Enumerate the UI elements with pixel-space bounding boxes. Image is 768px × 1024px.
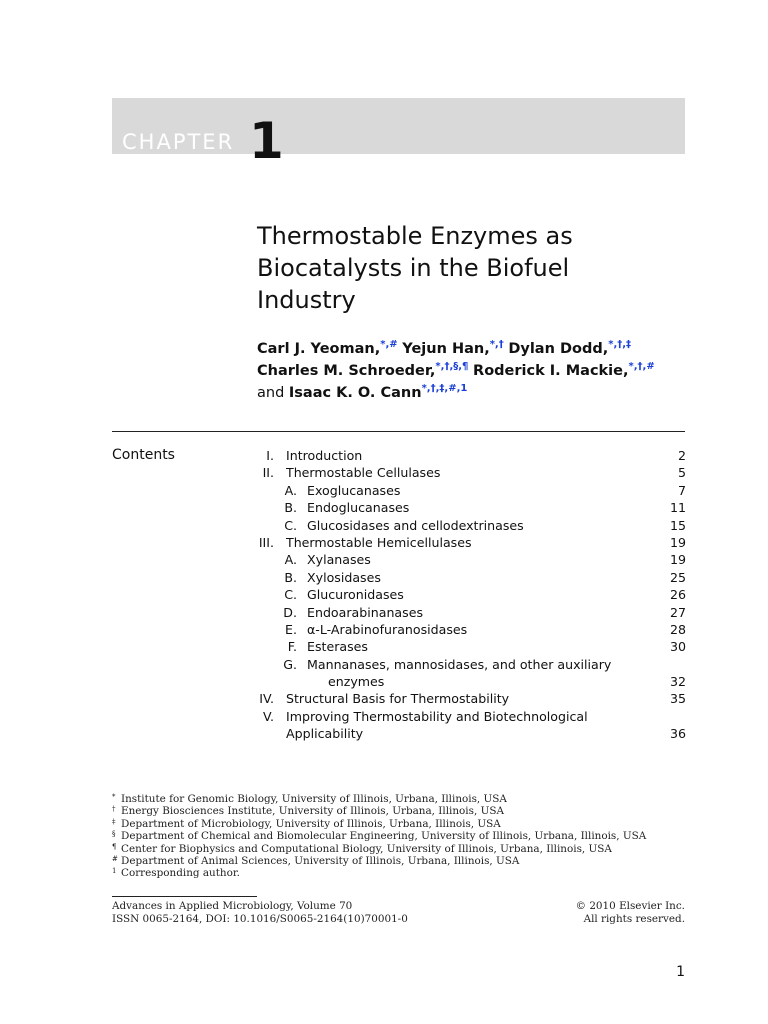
toc-entry[interactable] xyxy=(255,464,686,481)
toc-section-number: IV. xyxy=(259,691,274,707)
toc-subsection-letter: B. xyxy=(284,500,297,516)
chapter-number: 1 xyxy=(249,112,284,170)
toc-entry[interactable] xyxy=(255,482,686,499)
publication-info xyxy=(112,900,408,926)
author-affiliation-marks[interactable]: *,†,§,¶ xyxy=(435,361,469,372)
footnote: * Institute for Genomic Biology, University of Illinois, Urbana, Illinois, USA xyxy=(112,793,507,805)
chapter-label: CHAPTER xyxy=(122,130,235,154)
toc-entry[interactable] xyxy=(255,447,686,464)
toc-section-title: Improving Thermostability and Biotechnological xyxy=(286,708,588,724)
toc-subsection-title: Glucosidases and cellodextrinases xyxy=(307,517,524,533)
toc-page-number: 26 xyxy=(669,587,686,603)
toc-subsection-letter: D. xyxy=(283,604,297,620)
toc-subsection-title: Xylosidases xyxy=(307,569,381,585)
author-line xyxy=(257,338,697,360)
toc-entry[interactable] xyxy=(255,621,686,638)
toc-section-number: III. xyxy=(258,534,274,550)
footnote-text: Energy Biosciences Institute, University of Illinois, Urbana, Illinois, USA xyxy=(121,805,504,818)
series-volume: Advances in Applied Microbiology, Volume 70 xyxy=(112,900,353,912)
toc-subsection-letter: B. xyxy=(284,569,297,585)
toc-page-number: 11 xyxy=(669,500,686,516)
toc-entry[interactable] xyxy=(255,604,686,621)
copyright-info xyxy=(576,900,685,926)
toc-entry[interactable] xyxy=(255,656,686,673)
issn-doi[interactable]: ISSN 0065-2164, DOI: 10.1016/S0065-2164(10)70001-0 xyxy=(112,913,408,925)
toc-section-number: II. xyxy=(262,465,274,481)
author-affiliation-marks[interactable]: *,† xyxy=(489,339,504,350)
footnote-text: Department of Animal Sciences, University of Illinois, Urbana, Illinois, USA xyxy=(121,854,520,867)
copyright-line: © 2010 Elsevier Inc. xyxy=(575,900,685,912)
toc-page-number: 27 xyxy=(669,604,686,620)
toc-section-title: Introduction xyxy=(286,448,363,463)
affiliation-footnotes xyxy=(112,793,692,880)
toc-page-number: 36 xyxy=(669,726,686,742)
toc-section-number: V. xyxy=(263,708,274,724)
toc-subsection-letter: A. xyxy=(284,482,297,498)
footnote-text: Department of Chemical and Biomolecular Engineering, University of Illinois, Urbana, Illinois, USA xyxy=(121,830,647,843)
toc-entry[interactable] xyxy=(255,517,686,534)
rights-line: All rights reserved. xyxy=(583,913,685,925)
toc-page-number: 35 xyxy=(669,691,686,707)
footnote: 1 Corresponding author. xyxy=(112,867,240,880)
section-divider xyxy=(112,431,685,432)
footnote-text: Institute for Genomic Biology, University of Illinois, Urbana, Illinois, USA xyxy=(121,793,507,805)
footnote-divider xyxy=(112,896,257,897)
toc-subsection-letter: C. xyxy=(284,517,297,533)
toc-page-number: 2 xyxy=(677,448,686,463)
toc-entry-continuation[interactable] xyxy=(255,673,686,690)
toc-section-title: Applicability xyxy=(286,726,364,742)
toc-section-title: Structural Basis for Thermostability xyxy=(286,691,510,707)
contents-heading: Contents xyxy=(112,447,175,463)
toc-subsection-letter: C. xyxy=(284,587,297,603)
toc-subsection-title: Exoglucanases xyxy=(307,482,401,498)
toc-subsection-title: α-L-Arabinofuranosidases xyxy=(307,621,468,637)
toc-page-number: 28 xyxy=(669,621,686,637)
author-name: Roderick I. Mackie, xyxy=(473,363,629,379)
toc-section-number: I. xyxy=(266,448,274,463)
toc-page-number: 7 xyxy=(677,482,686,498)
toc-subsection-title: Xylanases xyxy=(307,552,371,568)
footnote: ¶ Center for Biophysics and Computational Biology, University of Illinois, Urbana, Illinois, USA xyxy=(112,842,612,855)
toc-subsection-letter: A. xyxy=(284,552,297,568)
toc-subsection-title: Glucuronidases xyxy=(307,587,404,603)
footnote: † Energy Biosciences Institute, University of Illinois, Urbana, Illinois, USA xyxy=(112,805,504,818)
footnote: ‡ Department of Microbiology, University of Illinois, Urbana, Illinois, USA xyxy=(112,817,501,830)
toc-page-number: 25 xyxy=(669,569,686,585)
toc-page-number: 19 xyxy=(669,534,686,550)
author-list xyxy=(257,338,697,404)
author-affiliation-marks[interactable]: *,# xyxy=(380,339,398,350)
author-line xyxy=(257,382,697,404)
table-of-contents xyxy=(255,447,686,743)
toc-entry[interactable] xyxy=(255,708,686,725)
toc-section-title: Thermostable Hemicellulases xyxy=(286,534,472,550)
toc-page-number: 19 xyxy=(669,552,686,568)
toc-subsection-letter: E. xyxy=(285,621,297,637)
toc-entry[interactable] xyxy=(255,534,686,551)
title-line: Industry xyxy=(257,286,356,314)
author-name: Isaac K. O. Cann xyxy=(288,385,422,401)
toc-subsection-title: Mannanases, mannosidases, and other auxiliary xyxy=(307,656,612,672)
title-line: Thermostable Enzymes as xyxy=(257,222,573,250)
toc-entry-continuation[interactable] xyxy=(255,725,686,742)
toc-page-number: 5 xyxy=(677,465,686,481)
page-number: 1 xyxy=(676,964,685,980)
toc-section-title: Thermostable Cellulases xyxy=(286,465,441,481)
author-affiliation-marks[interactable]: *,†,‡ xyxy=(608,339,632,350)
toc-subsection-title: enzymes xyxy=(328,674,385,690)
toc-subsection-title: Esterases xyxy=(307,639,368,655)
footnote: § Department of Chemical and Biomolecular Engineering, University of Illinois, Urbana, Illinois, USA xyxy=(112,830,647,843)
toc-subsection-title: Endoglucanases xyxy=(307,500,410,516)
author-affiliation-marks[interactable]: *,†,‡,#,1 xyxy=(421,383,468,394)
author-conjunction: and xyxy=(257,385,285,401)
toc-page-number: 15 xyxy=(669,517,686,533)
toc-entry[interactable] xyxy=(255,551,686,568)
toc-subsection-letter: F. xyxy=(287,639,297,655)
toc-entry[interactable] xyxy=(255,499,686,516)
author-name: Yejun Han, xyxy=(402,341,490,357)
toc-page-number: 32 xyxy=(669,674,686,690)
footnote: # Department of Animal Sciences, University of Illinois, Urbana, Illinois, USA xyxy=(112,854,520,867)
author-affiliation-marks[interactable]: *,†,# xyxy=(628,361,655,372)
toc-subsection-title: Endoarabinanases xyxy=(307,604,424,620)
author-name: Carl J. Yeoman, xyxy=(257,341,381,357)
toc-entry[interactable] xyxy=(255,586,686,603)
author-line xyxy=(257,360,697,382)
toc-page-number: 30 xyxy=(669,639,686,655)
toc-entry[interactable] xyxy=(255,569,686,586)
chapter-title xyxy=(257,220,677,316)
author-name: Dylan Dodd, xyxy=(508,341,609,357)
toc-subsection-letter: G. xyxy=(283,656,297,672)
toc-entry[interactable] xyxy=(255,638,686,655)
footnote-text: Center for Biophysics and Computational Biology, University of Illinois, Urbana, Illinois, USA xyxy=(121,842,612,855)
toc-entry[interactable] xyxy=(255,690,686,707)
footnote-text: Department of Microbiology, University of Illinois, Urbana, Illinois, USA xyxy=(121,817,501,830)
title-line: Biocatalysts in the Biofuel xyxy=(257,254,570,282)
author-name: Charles M. Schroeder, xyxy=(257,363,436,379)
footnote-text: Corresponding author. xyxy=(121,867,240,880)
